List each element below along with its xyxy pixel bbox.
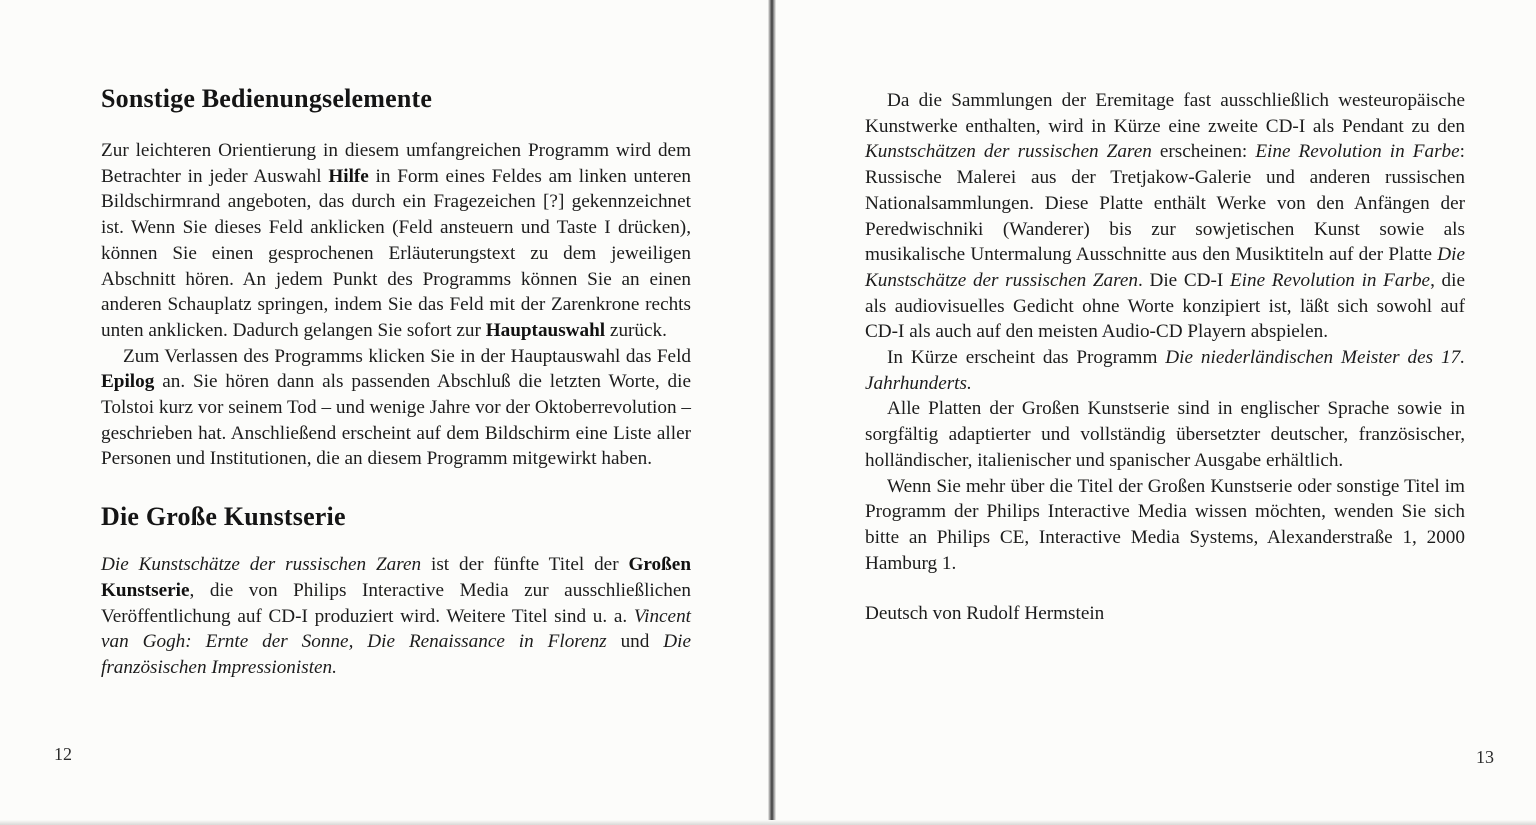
page-bottom-edge — [0, 820, 1536, 825]
right-column — [865, 88, 1465, 627]
italic-title: Vincent van Gogh: Ernte der Sonne, Die Renaissance in Florenz — [101, 605, 691, 653]
paragraph-niederlaendische-meister — [865, 345, 1465, 396]
paragraph-kunstserie — [101, 552, 691, 681]
text-run: , die als audiovisuelles Gedicht ohne Worte konzipiert ist, läßt sich sowohl auf CD-I als auch auf den meisten Audio-CD Playern abspielen. — [865, 269, 1465, 343]
heading-sonstige-bedienungselemente: Sonstige Bedienungselemente — [101, 84, 433, 113]
paragraph-sprachen — [865, 396, 1465, 473]
page-number-left: 12 — [54, 744, 72, 764]
italic-title: Kunstschätzen der russischen Zaren — [865, 141, 1152, 163]
bold-term: Großen Kunstserie — [101, 554, 691, 601]
italic-title: Die Kunstschätze der russischen Zaren — [101, 554, 422, 576]
text-run: in Form eines Feldes am linken unteren Bildschirmrand angeboten, das durch ein Fragezeichen [?] gekennzeichnet ist. Wenn Sie dieses Feld anklicken (Feld ansteuern und Taste I drücken), können Sie einen gesprochenen Erläuterungstext zu dem jeweiligen Abschnitt hören. An jedem Punkt des Programms können Sie an einen anderen Schauplatz springen, indem Sie das Feld mit der Zarenkrone rechts unten anklicken. Dadurch gelangen Sie sofort zur — [101, 165, 691, 341]
italic-title: Die französischen Impressionisten. — [101, 631, 692, 678]
text-run: und — [606, 631, 664, 653]
text-run: Alle Platten der Großen Kunstserie sind in englischer Sprache sowie in sorgfältig adaptierter und vollständig übersetzter deutscher, französischer, holländischer, italienischer und spanischer Ausgabe erhältlich. — [865, 398, 1465, 471]
bold-term: Hilfe — [328, 165, 369, 187]
paragraph-orientierung — [101, 138, 691, 344]
text-run: In Kürze erscheint das Programm — [887, 347, 1166, 369]
paragraph-eremitage — [865, 88, 1465, 345]
page-number-right: 13 — [1476, 747, 1494, 767]
translator-credit: Deutsch von Rudolf Hermstein — [865, 603, 1105, 625]
text-run: . Die CD-I — [1138, 269, 1230, 291]
text-run: an. Sie hören dann als passenden Abschluß die letzten Worte, die Tolstoi kurz vor seinem Tod – und wenige Jahre vor der Oktoberrevolution – geschrieben hat. Anschließend erscheint auf dem Bildschirm eine Liste aller Personen und Institutionen, die an diesem Programm mitgewirkt haben. — [101, 371, 691, 470]
text-run: Wenn Sie mehr über die Titel der Großen Kunstserie oder sonstige Titel im Programm der Philips Interactive Media wissen möchten, wenden Sie sich bitte an Philips CE, Interactive Media Systems, Alexanderstraße 1, 2000 Hamburg 1. — [865, 475, 1465, 574]
italic-title: Die niederländischen Meister des 17. Jahrhunderts. — [865, 347, 1465, 394]
paragraph-verlassen — [101, 344, 691, 473]
bold-term: Hauptauswahl — [485, 319, 606, 341]
text-run: Zur leichteren Orientierung in diesem umfangreichen Programm wird dem Betrachter in jeder Auswahl — [101, 140, 691, 187]
text-run: erscheinen: — [1151, 141, 1256, 163]
italic-title: Eine Revolution in Farbe — [1229, 269, 1431, 291]
italic-title: Die Kunstschätze der russischen Zaren — [865, 244, 1465, 291]
left-column — [101, 84, 691, 681]
book-gutter — [768, 0, 776, 825]
text-run: Da die Sammlungen der Eremitage fast ausschließlich westeuropäische Kunstwerke enthalten, wird in Kürze eine zweite CD-I als Pendant zu den — [865, 90, 1465, 137]
text-run: zurück. — [605, 319, 667, 341]
heading-grosse-kunstserie: Die Große Kunstserie — [101, 502, 346, 532]
text-run: Zum Verlassen des Programms klicken Sie in der Hauptauswahl das Feld — [123, 345, 691, 367]
paragraph-kontakt — [865, 474, 1465, 577]
bold-term: Epilog — [101, 371, 155, 393]
text-run: ist der fünfte Titel der — [421, 554, 629, 576]
text-run: : Russische Malerei aus der Tretjakow-Galerie und anderen russischen Nationalsammlungen. Diese Platte enthält Werke von den Anfängen der Peredwischniki (Wanderer) bis zur sowjetischen Kunst sowie als musikalische Untermalung Ausschnitte aus den Musiktiteln auf der Platte — [865, 141, 1465, 266]
italic-title: Eine Revolution in Farbe — [1255, 141, 1460, 163]
text-run: , die von Philips Interactive Media zur ausschließlichen Veröffentlichung auf CD-I produziert wird. Weitere Titel sind u. a. — [101, 579, 691, 627]
